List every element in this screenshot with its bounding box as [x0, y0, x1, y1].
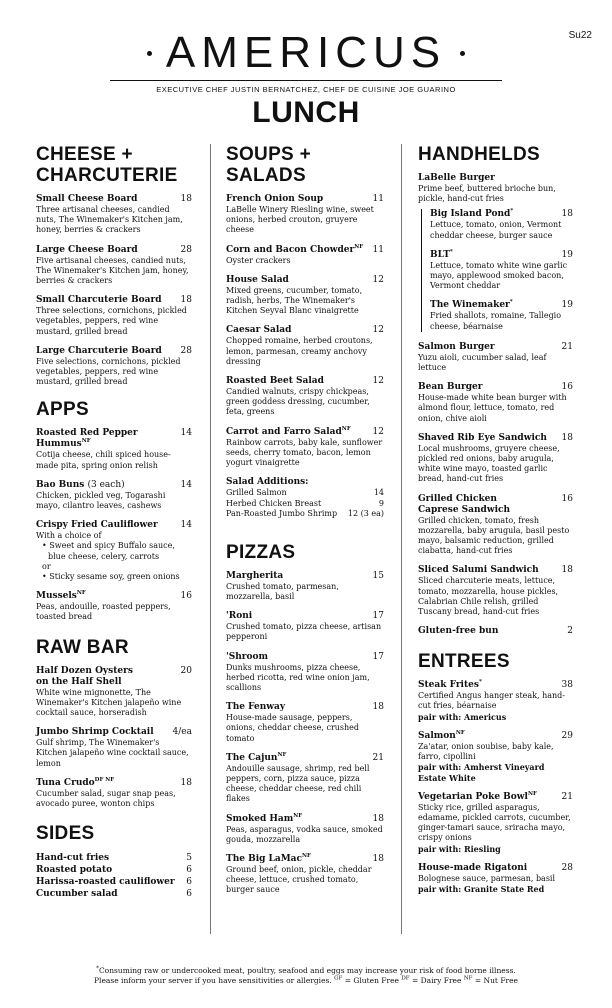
logo [0, 28, 612, 78]
menu-item [226, 814, 384, 845]
column-middle [226, 144, 384, 905]
item-name: Harissa-roasted cauliflower [36, 877, 175, 888]
menu-item [418, 792, 573, 854]
raw-star: * [96, 965, 99, 972]
item-price: 18 [561, 432, 573, 443]
item-price: 29 [561, 730, 573, 741]
item-price: 12 [372, 376, 384, 387]
wine-pairing: pair with: Riesling [418, 843, 501, 854]
menu-item [36, 194, 192, 236]
dietary-tag: NF [527, 790, 537, 797]
item-price: 19 [561, 300, 573, 311]
wine-pairing: pair with: Amherst Vineyard Estate White [418, 762, 545, 783]
item-price: 12 [372, 274, 384, 285]
allergy-text: Please inform your server if you have sensitivities or allergies. [94, 976, 332, 985]
menu-item [418, 173, 573, 204]
item-price: 17 [372, 611, 384, 622]
burger-options [421, 209, 573, 331]
item-name: Tuna Crudo [36, 777, 95, 788]
item-name: 'Shroom [226, 651, 269, 662]
raw-star: * [478, 679, 482, 686]
item-desc: White wine mignonette, The Winemaker's Kitchen jalapeño wine cocktail sauce, horseradish [36, 687, 182, 718]
chef-credits: EXECUTIVE CHEF JUSTIN BERNATCHEZ, CHEF DE CUISINE JOE GUARINO [156, 85, 456, 94]
item-desc: Andouille sausage, shrimp, red bell peppers, corn, pizza sauce, pizza cheese, cheddar cheese, red chili flakes [226, 763, 370, 804]
footer-disclaimer [0, 966, 612, 986]
menu-item [226, 325, 384, 367]
menu-item [226, 571, 384, 602]
item-desc: Three artisanal cheeses, candied nuts, The Winemaker's Kitchen jam, honey, berries & crackers [36, 205, 183, 235]
legend-nf-tag: NF [463, 975, 473, 982]
legend-df-tag: DF [401, 975, 410, 982]
item-price: 16 [561, 382, 573, 393]
item-desc: House-made white bean burger with almond flour, lettuce, tomato, red onion, chive aioli [418, 393, 567, 423]
choice-text: With a choice of [36, 531, 102, 541]
item-desc: Chopped romaine, herbed croutons, lemon, parmesan, creamy anchovy dressing [226, 336, 373, 366]
item-price: 15 [372, 570, 384, 581]
menu-item [430, 300, 573, 331]
menu-item [36, 520, 192, 582]
menu-item [226, 753, 384, 805]
wine-pairing: pair with: Granite State Red [418, 883, 545, 894]
dietary-tag: NF [81, 438, 91, 445]
column-right [418, 144, 573, 903]
menu-item [36, 295, 192, 337]
item-desc: Chicken, pickled veg, Togarashi mayo, cilantro leaves, cashews [36, 490, 166, 511]
item-name: Carrot and Farro Salad [226, 426, 342, 437]
menu-item [36, 591, 192, 622]
menu-item [418, 626, 573, 637]
item-desc: Dunks mushrooms, pizza cheese, herbed ricotta, red wine onion jam, scallions [226, 662, 370, 692]
rawbar-heading: RAW BAR [36, 636, 129, 658]
item-desc: Lettuce, tomato, onion, Vermont cheddar cheese, burger sauce [430, 220, 562, 240]
option-buffalo: • Sweet and spicy Buffalo sauce, [42, 541, 175, 551]
option-or: or [42, 561, 51, 571]
item-desc: LaBelle Winery Riesling wine, sweet onions, herbed crouton, gruyere cheese [226, 205, 374, 235]
item-name: Bao Buns [36, 479, 85, 490]
legend-gf-tag: GF [334, 975, 343, 982]
column-divider-1 [210, 144, 211, 934]
item-desc: Sticky rice, grilled asparagus, edamame, pickled carrots, cucumber, ginger-tamari sauce, sriracha mayo, crispy onions [418, 802, 571, 843]
cheese-heading: CHEESE + CHARCUTERIE [36, 144, 178, 186]
item-name: Shaved Rib Eye Sandwich [418, 432, 547, 443]
item-name: Jumbo Shrimp Cocktail [36, 727, 154, 738]
menu-item [226, 652, 384, 694]
addition-item [226, 499, 384, 510]
sides-list [36, 852, 192, 900]
menu-item [226, 194, 384, 236]
side-item [36, 852, 192, 864]
item-desc: House-made sausage, peppers, onions, cheddar cheese, crushed tomato [226, 713, 360, 743]
allergy-line [0, 976, 612, 986]
item-desc: Rainbow carrots, baby kale, sunflower seeds, cherry tomato, bacon, lemon yogurt vinaigrette [226, 437, 383, 468]
raw-warning-text: Consuming raw or undercooked meat, poultry, seafood and eggs may increase your risk of food borne illness. [98, 966, 516, 975]
item-price: 18 [180, 295, 192, 306]
item-desc: Fried shallots, romaine, Tallegio cheese, béarnaise [430, 311, 562, 331]
item-name: Vegetarian Poke Bowl [418, 791, 528, 802]
item-name: BLT [430, 249, 450, 260]
column-left [36, 144, 192, 900]
raw-star: * [509, 299, 513, 306]
item-desc: Ground beef, onion, pickle, cheddar cheese, lettuce, crushed tomato, burger sauce [226, 865, 372, 895]
menu-item [226, 854, 384, 896]
item-desc: Three selections, cornichons, pickled vegetables, peppers, red wine mustard, grilled bread [36, 306, 187, 336]
item-price: 12 [372, 426, 384, 437]
item-price: 21 [561, 791, 573, 802]
pizzas-heading: PIZZAS [226, 541, 296, 563]
item-name: Roasted Red Pepper Hummus [36, 428, 138, 450]
item-name: Grilled Chicken Caprese Sandwich [418, 493, 511, 515]
menu-item [36, 428, 192, 470]
legend-df-label: = Dairy Free [412, 976, 462, 985]
menu-title: LUNCH [252, 96, 360, 129]
menu-item [36, 480, 192, 511]
item-name: House-made Rigatoni [418, 862, 528, 873]
menu-item [226, 427, 384, 469]
menu-item [36, 727, 192, 769]
item-price: 12 (3 ea) [347, 509, 384, 519]
addition-item [226, 509, 384, 520]
menu-item [226, 245, 384, 266]
item-name: Large Cheese Board [36, 244, 138, 255]
item-desc: Oyster crackers [226, 255, 291, 265]
item-desc: Local mushrooms, gruyere cheese, pickled red onions, baby arugula, white wine mayo, toasted garlic bread, hand-cut fries [418, 443, 560, 484]
item-price: 28 [180, 244, 192, 255]
item-price: 28 [180, 345, 192, 356]
item-price: 17 [372, 651, 384, 662]
item-name: Smoked Ham [226, 813, 294, 824]
item-price: 6 [186, 877, 192, 888]
dietary-tag: NF [277, 751, 287, 758]
item-price: 18 [180, 194, 192, 204]
item-desc: Yuzu aioli, cucumber salad, leaf lettuce [418, 352, 547, 373]
menu-item [430, 250, 573, 292]
entrees-heading: ENTREES [418, 651, 510, 673]
item-price: 18 [180, 777, 192, 788]
item-desc: Five artisanal cheeses, candied nuts, The Winemaker's Kitchen jam, honey, berries & crackers [36, 255, 189, 286]
item-name: Crispy Fried Cauliflower [36, 520, 158, 531]
dietary-tag: NF [341, 425, 351, 432]
menu-item [226, 376, 384, 418]
item-price: 16 [180, 591, 192, 602]
item-name: Half Dozen Oysters on the Half Shell [36, 665, 133, 687]
item-price: 19 [561, 249, 573, 260]
item-name: Bean Burger [418, 382, 483, 393]
menu-item [418, 433, 573, 485]
raw-star: * [449, 248, 453, 255]
item-name: Big Island Pond [430, 209, 511, 220]
item-name: The Fenway [226, 702, 286, 713]
item-name: The Cajun [226, 752, 278, 763]
additions-title: Salad Additions: [226, 477, 309, 488]
sides-heading: SIDES [36, 823, 95, 845]
item-desc: Peas, andouille, roasted peppers, toasted bread [36, 602, 171, 622]
menu-item [418, 565, 573, 617]
dietary-tag: NF [302, 853, 311, 859]
item-price: 38 [561, 680, 573, 691]
option-buffalo-cont: blue cheese, celery, carrots [48, 551, 160, 561]
menu-item [226, 611, 384, 642]
dietary-tag: NF [293, 812, 303, 819]
item-name: The Big LaMac [226, 854, 302, 864]
item-price: 14 [180, 428, 192, 439]
item-desc: Lettuce, tomato white wine garlic mayo, applewood smoked bacon, Vermont cheddar [430, 260, 568, 291]
item-desc: Mixed greens, cucumber, tomato, radish, herbs, The Winemaker's Kitchen Seyval Blanc vinaigrette [226, 285, 363, 316]
side-item [36, 876, 192, 888]
item-name: Herbed Chicken Breast [226, 498, 322, 508]
addition-item [226, 488, 384, 499]
item-price: 20 [180, 665, 192, 676]
menu-item [226, 702, 384, 744]
item-name: Pan-Roasted Jumbo Shrimp [226, 509, 338, 519]
item-name: Roasted potato [36, 865, 113, 876]
item-desc: Candied walnuts, crispy chickpeas, green goddess dressing, cucumber, feta, greens [226, 387, 370, 417]
item-name: Large Charcuterie Board [36, 345, 162, 356]
item-desc: Sliced charcuterie meats, lettuce, tomato, mozzarella, house pickles, Calabrian Chile relish, grilled Tuscany bread, hand-cut fries [418, 576, 559, 617]
item-price: 6 [186, 865, 192, 876]
side-item [36, 864, 192, 876]
menu-item [36, 346, 192, 388]
item-desc: Crushed tomato, pizza cheese, artisan pepperoni [226, 622, 382, 642]
item-price: 18 [561, 209, 573, 220]
item-price: 28 [561, 862, 573, 873]
item-name: Sliced Salumi Sandwich [418, 565, 539, 576]
item-price: 21 [561, 341, 573, 352]
menu-item [226, 275, 384, 317]
logo-underline [110, 80, 502, 81]
item-desc: Prime beef, buttered brioche bun, pickle, hand-cut fries [418, 184, 556, 204]
item-name: Caesar Salad [226, 325, 292, 336]
dietary-tag: NF [76, 590, 86, 597]
menu-item [36, 245, 192, 287]
item-desc: Cucumber salad, sugar snap peas, avocado puree, wonton chips [36, 788, 176, 809]
item-name: Grilled Salmon [226, 488, 287, 498]
dietary-tag: NF [455, 729, 465, 736]
item-name: Salmon Burger [418, 341, 495, 352]
cheese-list [36, 194, 192, 387]
item-price: 18 [372, 854, 384, 864]
restaurant-name: AMERICUS [165, 28, 447, 77]
item-name: French Onion Soup [226, 194, 324, 204]
apps-heading: APPS [36, 399, 89, 421]
menu-item [418, 342, 573, 373]
item-price: 6 [186, 889, 192, 900]
legend-nf-label: = Nut Free [474, 976, 518, 985]
cauliflower-options [36, 531, 192, 582]
item-price: 11 [372, 244, 384, 255]
column-divider-2 [401, 144, 402, 934]
item-price: 18 [372, 702, 384, 713]
menu-item [418, 731, 573, 783]
item-price: 5 [186, 853, 192, 864]
raw-star: * [510, 208, 514, 215]
wine-pairing: pair with: Americus [418, 711, 507, 722]
item-desc: Crushed tomato, parmesan, mozzarella, basil [226, 581, 339, 601]
item-name: Salmon [418, 730, 456, 741]
item-price: 2 [567, 626, 573, 637]
item-name: Small Charcuterie Board [36, 295, 162, 306]
item-price: 12 [372, 325, 384, 336]
item-price: 16 [561, 493, 573, 504]
item-name: Margherita [226, 570, 284, 581]
dietary-tag: DF NF [94, 776, 115, 783]
legend-gf-label: = Gluten Free [344, 976, 399, 985]
raw-warning [0, 966, 612, 976]
item-desc: Grilled chicken, tomato, fresh mozzarella, baby arugula, basil pesto mayo, balsamic reduction, grilled ciabatta, hand-cut fries [418, 515, 570, 556]
item-price: 11 [372, 194, 384, 204]
salad-additions [226, 477, 384, 520]
logo-dot-right [460, 51, 465, 56]
menu-item [418, 680, 573, 722]
item-desc: Bolognese sauce, parmesan, basil [418, 873, 556, 883]
menu-item [418, 494, 573, 557]
item-desc: Za'atar, onion soubise, baby kale, farro, cipollini [418, 741, 554, 762]
handhelds-heading: HANDHELDS [418, 144, 540, 165]
item-name: The Winemaker [430, 300, 510, 311]
item-desc: Gulf shrimp, The Winemaker's Kitchen jalapeño wine cocktail sauce, lemon [36, 738, 189, 768]
item-note: (3 each) [87, 479, 125, 490]
item-name: Gluten-free bun [418, 626, 499, 637]
item-desc: Cotija cheese, chili spiced house-made pita, spring onion relish [36, 450, 171, 470]
item-name: Small Cheese Board [36, 194, 138, 204]
item-name: Roasted Beet Salad [226, 376, 324, 387]
logo-dot-left [147, 51, 152, 56]
item-desc: Five selections, cornichons, pickled vegetables, peppers, red wine mustard, grilled bread [36, 356, 181, 387]
item-name: Hand-cut fries [36, 853, 110, 864]
item-name: Cucumber salad [36, 889, 118, 900]
soups-heading: SOUPS + SALADS [226, 144, 311, 186]
side-item [36, 888, 192, 900]
menu-item [36, 778, 192, 809]
item-price: 4/ea [172, 727, 192, 738]
item-price: 21 [372, 752, 384, 763]
option-sesame: • Sticky sesame soy, green onions [42, 572, 180, 582]
season-code: Su22 [568, 30, 592, 41]
menu-item [418, 863, 573, 894]
item-price: 18 [372, 813, 384, 824]
item-price: 18 [561, 565, 573, 576]
menu-item [430, 209, 573, 240]
menu-item [36, 666, 192, 719]
item-name: House Salad [226, 274, 289, 285]
dietary-tag: NF [354, 243, 364, 250]
item-price: 9 [378, 498, 384, 508]
item-name: 'Roni [226, 611, 253, 622]
item-name: LaBelle Burger [418, 173, 495, 183]
item-price: 14 [180, 479, 192, 490]
item-price: 14 [180, 520, 192, 531]
item-name: Steak Frites [418, 680, 479, 691]
item-name: Mussels [36, 591, 77, 602]
item-price: 14 [373, 488, 384, 498]
item-name: Corn and Bacon Chowder [226, 244, 355, 255]
menu-item [418, 382, 573, 424]
item-desc: Peas, asparagus, vodka sauce, smoked gouda, mozzarella [226, 824, 383, 844]
item-desc: Certified Angus hanger steak, hand-cut fries, béarnaise [418, 691, 565, 711]
